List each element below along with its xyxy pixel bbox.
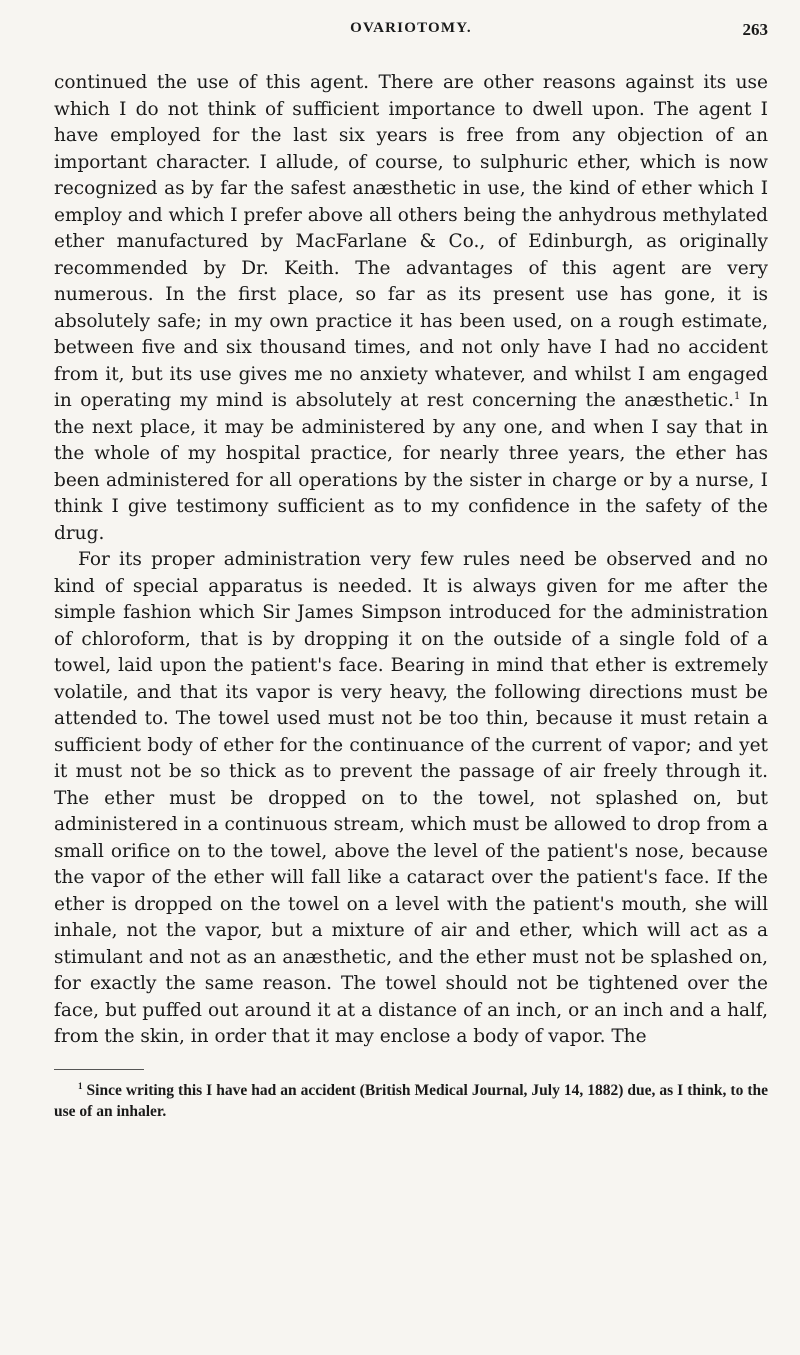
footnote-marker: 1: [78, 1080, 83, 1091]
footnote: [54, 1080, 768, 1122]
page-header: [54, 18, 768, 48]
footnote-rule: [54, 1069, 144, 1070]
paragraph-1: [54, 70, 768, 547]
running-head: OVARIOTOMY.: [350, 20, 472, 36]
paragraph-1-text: continued the use of this agent. There are other reasons against its use which I do not think of sufficient importance to dwell upon. The agent I have employed for the last six years is free from any objection of an important character. I allude, of course, to sulphuric ether, which is now recognized as by far the safest anæsthetic in use, the kind of ether which I employ and which I prefer above all others being the anhydrous methylated ether manufactured by MacFarlane & Co., of Edinburgh, as originally recommended by Dr. Keith. The advantages of this agent are very numerous. In the first place, so far as its present use has gone, it is absolutely safe; in my own practice it has been used, on a rough estimate, between five and six thousand times, and not only have I had no accident from it, but its use gives me no anxiety whatever, and whilst I am engaged in operating my mind is absolutely at rest concerning the anæsthetic.: [54, 72, 768, 411]
page-number: 263: [742, 20, 768, 39]
footnote-reference: 1: [733, 391, 741, 402]
footnote-text: Since writing this I have had an accident (British Medical Journal, July 14, 1882) due, as I think, to the use of an inhaler.: [54, 1081, 769, 1120]
paragraph-2: For its proper administration very few rules need be observed and no kind of special apparatus is needed. It is always given for me after the simple fashion which Sir James Simpson introduced for the administration of chloroform, that is by dropping it on the outside of a single fold of a towel, laid upon the patient's face. Bearing in mind that ether is extremely volatile, and that its vapor is very heavy, the following directions must be attended to. The towel used must not be too thin, because it must retain a sufficient body of ether for the continuance of the current of vapor; and yet it must not be so thick as to prevent the passage of air freely through it. The ether must be dropped on to the towel, not splashed on, but administered in a continuous stream, which must be allowed to drop from a small orifice on to the towel, above the level of the patient's nose, because the vapor of the ether will fall like a cataract over the patient's face. If the ether is dropped on the towel on a level with the patient's mouth, she will inhale, not the vapor, but a mixture of air and ether, which will act as a stimulant and not as an anæsthetic, and the ether must not be splashed on, for exactly the same reason. The towel should not be tightened over the face, but puffed out around it at a distance of an inch, or an inch and a half, from the skin, in order that it may enclose a body of vapor. The: [54, 549, 768, 1047]
paragraph-1-continuation: In the next place, it may be administered by any one, and when I say that in the whole of my hospital practice, for nearly three years, the ether has been administered for all operations by the sister in charge or by a nurse, I think I give testimony sufficient as to my confidence in the safety of the drug.: [54, 390, 768, 544]
body-text: [54, 70, 768, 1051]
book-page: [54, 18, 768, 1122]
